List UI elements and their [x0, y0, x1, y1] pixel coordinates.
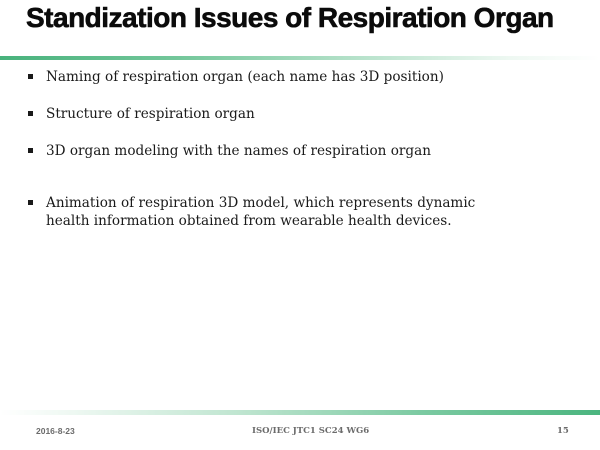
- bullet-item: [28, 142, 568, 160]
- footer-divider: [0, 410, 600, 415]
- bullet-text: 3D organ modeling with the names of respiration organ: [46, 143, 431, 159]
- bullet-text: Structure of respiration organ: [46, 106, 255, 122]
- square-bullet-icon: [28, 200, 33, 205]
- slide-title: Standization Issues of Respiration Organ: [26, 2, 554, 33]
- footer-organization: ISO/IEC JTC1 SC24 WG6: [252, 426, 370, 436]
- square-bullet-icon: [28, 74, 33, 79]
- title-underline: [0, 56, 600, 60]
- square-bullet-icon: [28, 111, 33, 116]
- page-number: 15: [557, 426, 569, 436]
- footer-date: 2016-8-23: [36, 426, 75, 436]
- bullet-item: [28, 105, 568, 123]
- bullet-item: [28, 194, 568, 230]
- bullet-item: [28, 68, 568, 86]
- bullet-text: Animation of respiration 3D model, which represents dynamic health information obtained from wearable health devices.: [46, 195, 476, 229]
- bullet-text: Naming of respiration organ (each name has 3D position): [46, 69, 444, 85]
- square-bullet-icon: [28, 148, 33, 153]
